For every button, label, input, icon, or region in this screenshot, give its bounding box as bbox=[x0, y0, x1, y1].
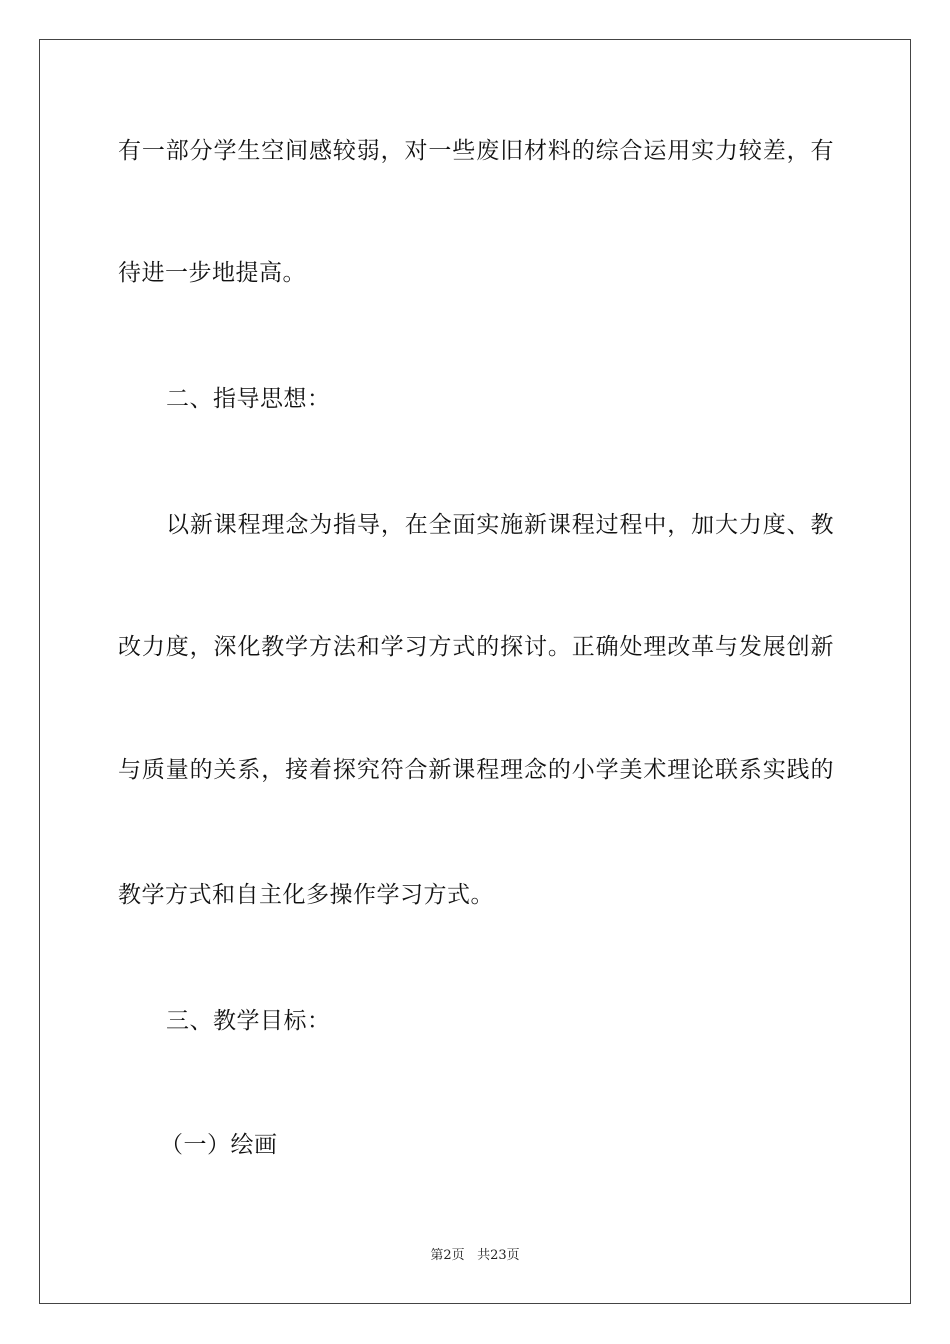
paragraph-line-2: 待进一步地提高。 bbox=[118, 260, 306, 286]
page-footer bbox=[0, 1247, 950, 1265]
subsection-heading-drawing: （一）绘画 bbox=[160, 1132, 278, 1158]
section-heading-guiding-ideas: 二、指导思想： bbox=[166, 386, 331, 412]
paragraph-line-4: 改力度，深化教学方法和学习方式的探讨。正确处理改革与发展创新 bbox=[118, 634, 834, 660]
page-number-current: 第2页 bbox=[430, 1248, 465, 1263]
paragraph-line-3: 以新课程理念为指导，在全面实施新课程过程中，加大力度、教 bbox=[166, 512, 834, 538]
section-heading-teaching-goals: 三、教学目标： bbox=[166, 1008, 331, 1034]
page-number-total: 共23页 bbox=[477, 1248, 520, 1263]
paragraph-line-6: 教学方式和自主化多操作学习方式。 bbox=[118, 882, 494, 908]
page-frame bbox=[39, 39, 911, 1304]
paragraph-line-1: 有一部分学生空间感较弱，对一些废旧材料的综合运用实力较差，有 bbox=[118, 138, 834, 164]
paragraph-line-5: 与质量的关系，接着探究符合新课程理念的小学美术理论联系实践的 bbox=[118, 757, 834, 783]
